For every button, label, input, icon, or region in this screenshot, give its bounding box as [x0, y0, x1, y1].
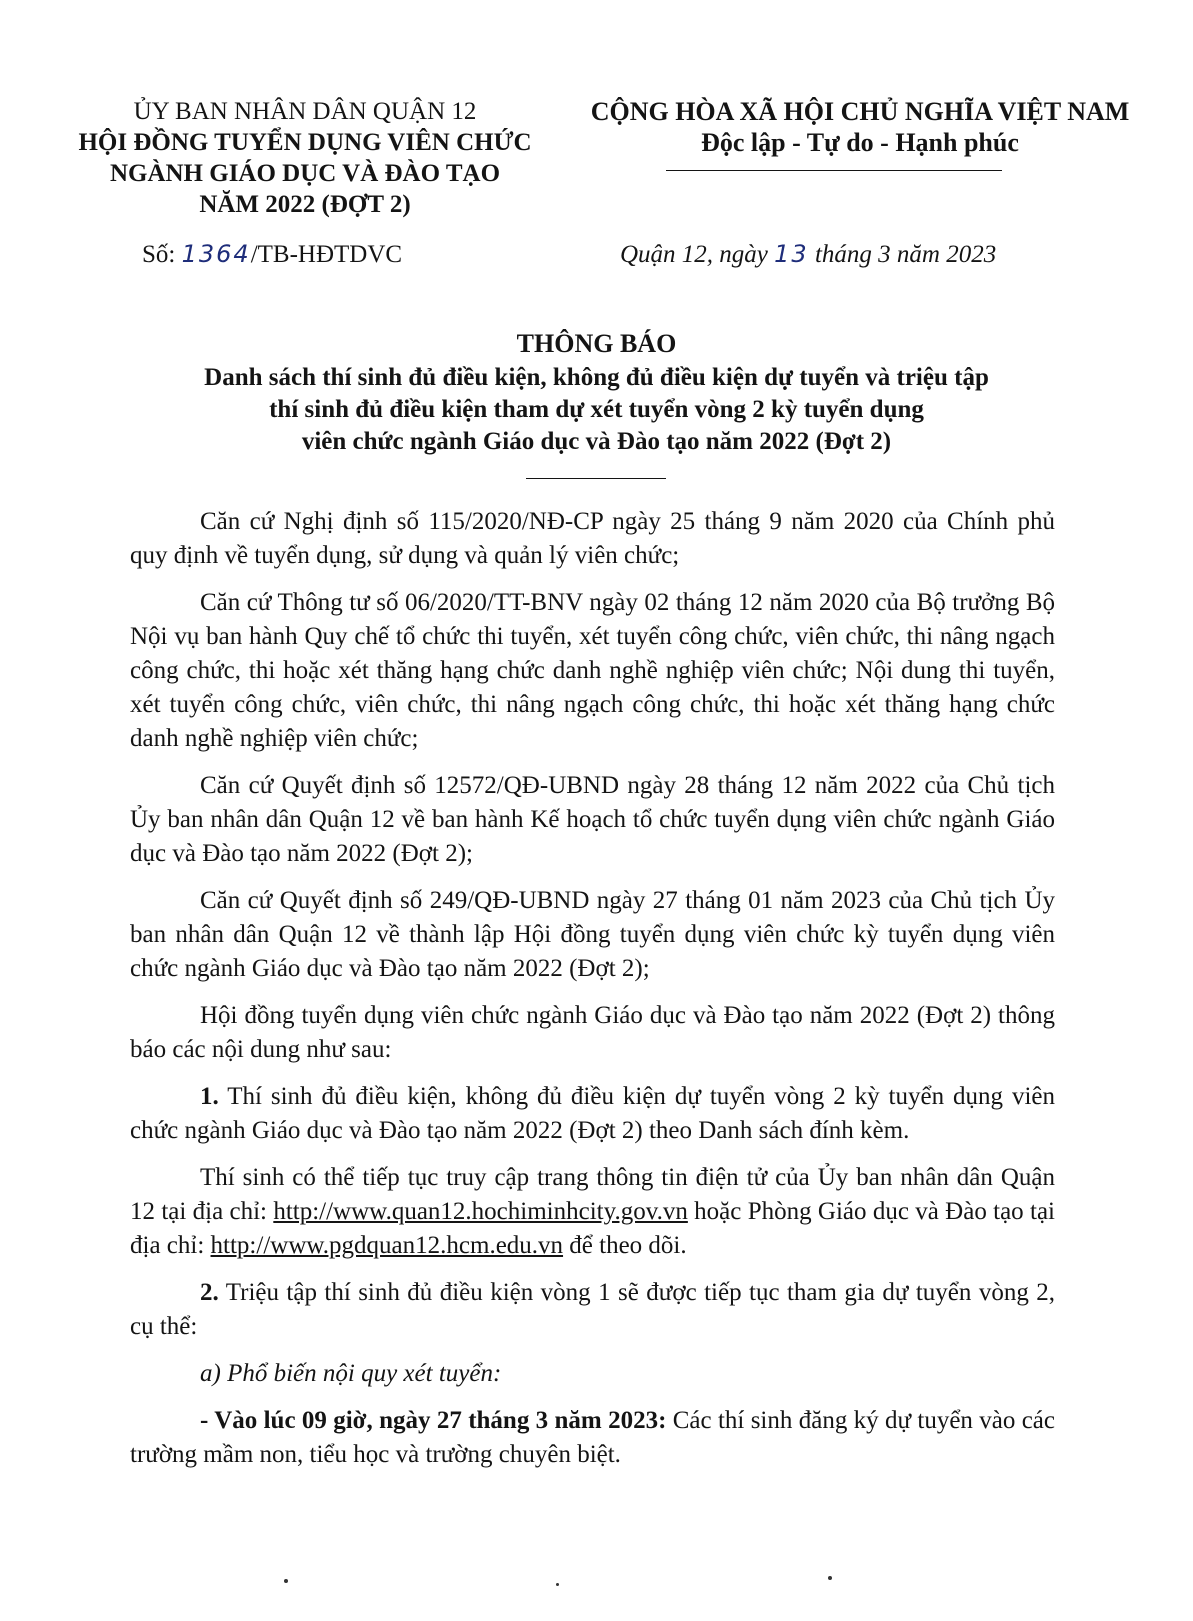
item-1-text: Thí sinh đủ điều kiện, không đủ điều kiện dự tuyển vòng 2 kỳ tuyển dụng viên chức ngành Giáo dục và Đào tạo năm 2022 (Đợt 2) theo Danh sách đính kèm. [130, 1083, 1055, 1144]
website-info-text-c: để theo dõi. [563, 1232, 687, 1259]
document-date [620, 240, 996, 269]
paragraph-legal-basis-4: Căn cứ Quyết định số 249/QĐ-UBND ngày 27 tháng 01 năm 2023 của Chủ tịch Ủy ban nhân dân Quận 12 về thành lập Hội đồng tuyển dụng viên chức kỳ tuyển dụng viên chức ngành Giáo dục và Đào tạo năm 2022 (Đợt 2); [130, 887, 1055, 982]
paragraph-legal-basis-2: Căn cứ Thông tư số 06/2020/TT-BNV ngày 02 tháng 12 năm 2020 của Bộ trưởng Bộ Nội vụ ban hành Quy chế tổ chức thi tuyển, xét tuyển công chức, viên chức, thi nâng ngạch công chức, thi hoặc xét thăng hạng chức danh nghề nghiệp viên chức; Nội dung thi tuyển, xét tuyển công chức, viên chức, thi nâng ngạch công chức, thi hoặc xét thăng hạng chức danh nghề nghiệp viên chức; [130, 589, 1055, 752]
link-pgd-website[interactable]: http://www.pgdquan12.hcm.edu.vn [210, 1232, 564, 1259]
link-quan12-website[interactable]: http://www.quan12.hochiminhcity.gov.vn [273, 1198, 688, 1225]
authority-line-1: ỦY BAN NHÂN DÂN QUẬN 12 [133, 98, 477, 125]
date-suffix: tháng 3 năm 2023 [808, 241, 997, 268]
notice-title [40, 328, 1153, 458]
national-title: CỘNG HÒA XÃ HỘI CHỦ NGHĨA VIỆT NAM [590, 97, 1130, 126]
paragraph-subitem-a: a) Phổ biến nội quy xét tuyển: [200, 1360, 502, 1387]
document-number-suffix: /TB-HĐTDVC [250, 241, 403, 268]
website-info-text-a: Thí sinh có thể tiếp tục truy cập trang thông tin điện tử của Ủy ban nhân dân Quận 12 tại địa chỉ: [130, 1164, 1055, 1225]
paragraph-schedule [130, 1404, 1055, 1472]
title-underline [526, 478, 666, 479]
document-number [142, 240, 402, 269]
notice-subject-line-1: Danh sách thí sinh đủ điều kiện, không đủ điều kiện dự tuyển và triệu tập [204, 364, 989, 391]
item-2-text: Triệu tập thí sinh đủ điều kiện vòng 1 sẽ được tiếp tục tham gia dự tuyển vòng 2, cụ thể: [130, 1279, 1055, 1340]
notice-heading: THÔNG BÁO [516, 329, 677, 358]
paragraph-announcement: Hội đồng tuyển dụng viên chức ngành Giáo dục và Đào tạo năm 2022 (Đợt 2) thông báo các nội dung như sau: [130, 1002, 1055, 1063]
schedule-time: - Vào lúc 09 giờ, ngày 27 tháng 3 năm 2023: [200, 1407, 667, 1434]
paragraph-legal-basis-3: Căn cứ Quyết định số 12572/QĐ-UBND ngày 28 tháng 12 năm 2022 của Chủ tịch Ủy ban nhân dân Quận 12 về ban hành Kế hoạch tổ chức tuyển dụng viên chức ngành Giáo dục và Đào tạo năm 2022 (Đợt 2); [130, 772, 1055, 867]
paragraph-website-info [130, 1161, 1055, 1263]
document-number-prefix: Số: [142, 241, 182, 268]
document-body [130, 505, 1055, 1485]
authority-line-4: NĂM 2022 (ĐỢT 2) [199, 191, 411, 218]
authority-line-3: NGÀNH GIÁO DỤC VÀ ĐÀO TẠO [109, 160, 501, 187]
handwritten-number: 1364 [181, 240, 251, 268]
paragraph-item-2 [130, 1276, 1055, 1344]
national-motto: Độc lập - Tự do - Hạnh phúc [701, 128, 1019, 157]
issuing-authority [45, 96, 565, 220]
item-1-number: 1. [200, 1083, 219, 1110]
paragraph-item-1 [130, 1080, 1055, 1148]
national-heading [560, 96, 1160, 158]
schedule-text: Các thí sinh đăng ký dự tuyển vào các trường mầm non, tiểu học và trường chuyên biệt. [130, 1407, 1055, 1468]
notice-subject-line-2: thí sinh đủ điều kiện tham dự xét tuyển vòng 2 kỳ tuyển dụng [269, 396, 924, 423]
handwritten-day: 13 [774, 240, 809, 268]
paragraph-legal-basis-1: Căn cứ Nghị định số 115/2020/NĐ-CP ngày 25 tháng 9 năm 2020 của Chính phủ quy định về tuyển dụng, sử dụng và quản lý viên chức; [130, 508, 1055, 569]
notice-subject-line-3: viên chức ngành Giáo dục và Đào tạo năm 2022 (Đợt 2) [301, 428, 892, 455]
website-info-text-b: hoặc Phòng Giáo dục và Đào tạo tại địa chỉ: [130, 1198, 1055, 1259]
item-2-number: 2. [200, 1279, 219, 1306]
motto-underline [666, 170, 1002, 171]
date-prefix: Quận 12, ngày [620, 241, 775, 268]
authority-line-2: HỘI ĐỒNG TUYỂN DỤNG VIÊN CHỨC [78, 129, 532, 156]
